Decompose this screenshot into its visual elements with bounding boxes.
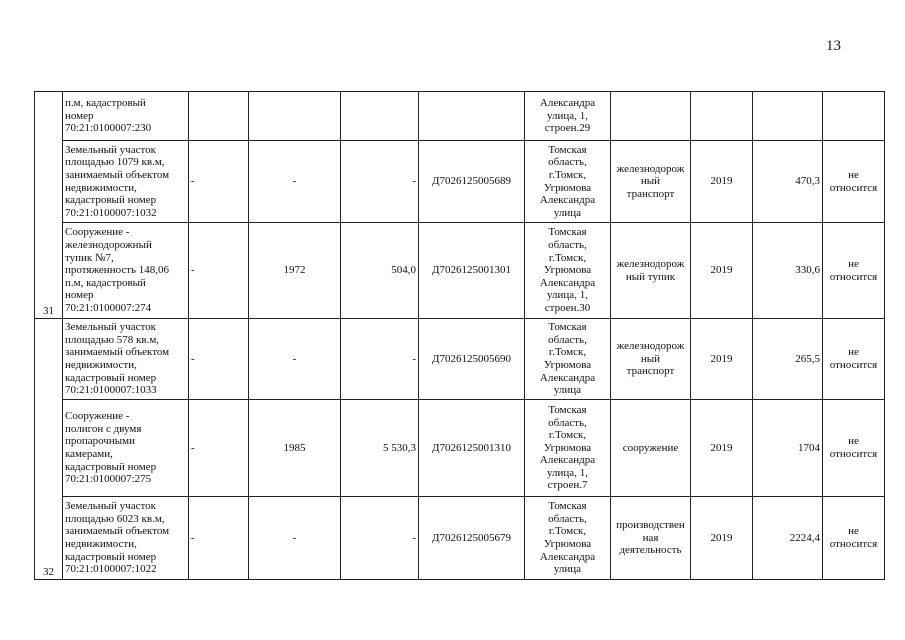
purpose: производствен ная деятельность [611, 497, 691, 580]
status [823, 92, 885, 141]
area-value: 5 530,3 [341, 400, 419, 497]
registry-code: Д7026125005679 [419, 497, 525, 580]
table-row [35, 223, 885, 319]
area-value: - [341, 497, 419, 580]
reference-year: 2019 [691, 497, 753, 580]
purpose [611, 92, 691, 141]
table-row [35, 319, 885, 400]
purpose: железнодорож ный транспорт [611, 141, 691, 223]
status: не относится [823, 400, 885, 497]
address: Томская область, г.Томск, Угрюмова Александра улица [525, 319, 611, 400]
dash-cell: - [189, 141, 249, 223]
purpose: сооружение [611, 400, 691, 497]
registry-code [419, 92, 525, 141]
dash-cell [189, 92, 249, 141]
reference-year: 2019 [691, 141, 753, 223]
address: Томская область, г.Томск, Угрюмова Александра улица, 1, строен.30 [525, 223, 611, 319]
status: не относится [823, 223, 885, 319]
build-year: - [249, 141, 341, 223]
table-row [35, 92, 885, 141]
dash-cell: - [189, 497, 249, 580]
reference-year: 2019 [691, 400, 753, 497]
build-year: 1972 [249, 223, 341, 319]
reference-year: 2019 [691, 223, 753, 319]
object-description: Земельный участок площадью 578 кв.м, занимаемый объектом недвижимости, кадастровый номер 70:21:0100007:1033 [63, 319, 189, 400]
table-row [35, 141, 885, 223]
address: Томская область, г.Томск, Угрюмова Александра улица [525, 141, 611, 223]
purpose: железнодорож ный транспорт [611, 319, 691, 400]
address: Томская область, г.Томск, Угрюмова Александра улица [525, 497, 611, 580]
build-year: - [249, 497, 341, 580]
object-description: п.м, кадастровый номер 70:21:0100007:230 [63, 92, 189, 141]
cost-value: 1704 [753, 400, 823, 497]
object-description: Сооружение - железнодорожный тупик №7, протяженность 148,06 п.м, кадастровый номер 70:21:0100007:274 [63, 223, 189, 319]
property-registry-table [34, 91, 885, 580]
registry-code: Д7026125005690 [419, 319, 525, 400]
build-year [249, 92, 341, 141]
area-value: - [341, 319, 419, 400]
reference-year [691, 92, 753, 141]
area-value: 504,0 [341, 223, 419, 319]
cost-value: 330,6 [753, 223, 823, 319]
address: Александра улица, 1, строен.29 [525, 92, 611, 141]
area-value [341, 92, 419, 141]
build-year: 1985 [249, 400, 341, 497]
table-row [35, 400, 885, 497]
status: не относится [823, 141, 885, 223]
status: не относится [823, 497, 885, 580]
object-number: 32 [35, 319, 63, 580]
area-value: - [341, 141, 419, 223]
purpose: железнодорож ный тупик [611, 223, 691, 319]
dash-cell: - [189, 319, 249, 400]
reference-year: 2019 [691, 319, 753, 400]
cost-value: 265,5 [753, 319, 823, 400]
cost-value [753, 92, 823, 141]
status: не относится [823, 319, 885, 400]
registry-code: Д7026125001310 [419, 400, 525, 497]
cost-value: 2224,4 [753, 497, 823, 580]
object-description: Сооружение - полигон с двумя пропарочными камерами, кадастровый номер 70:21:0100007:275 [63, 400, 189, 497]
dash-cell: - [189, 400, 249, 497]
cost-value: 470,3 [753, 141, 823, 223]
table-row [35, 497, 885, 580]
build-year: - [249, 319, 341, 400]
registry-code: Д7026125001301 [419, 223, 525, 319]
object-description: Земельный участок площадью 1079 кв.м, занимаемый объектом недвижимости, кадастровый номер 70:21:0100007:1032 [63, 141, 189, 223]
registry-code: Д7026125005689 [419, 141, 525, 223]
object-description: Земельный участок площадью 6023 кв.м, занимаемый объектом недвижимости, кадастровый номер 70:21:0100007:1022 [63, 497, 189, 580]
address: Томская область, г.Томск, Угрюмова Александра улица, 1, строен.7 [525, 400, 611, 497]
page-number: 13 [826, 38, 841, 54]
dash-cell: - [189, 223, 249, 319]
object-number: 31 [35, 92, 63, 319]
